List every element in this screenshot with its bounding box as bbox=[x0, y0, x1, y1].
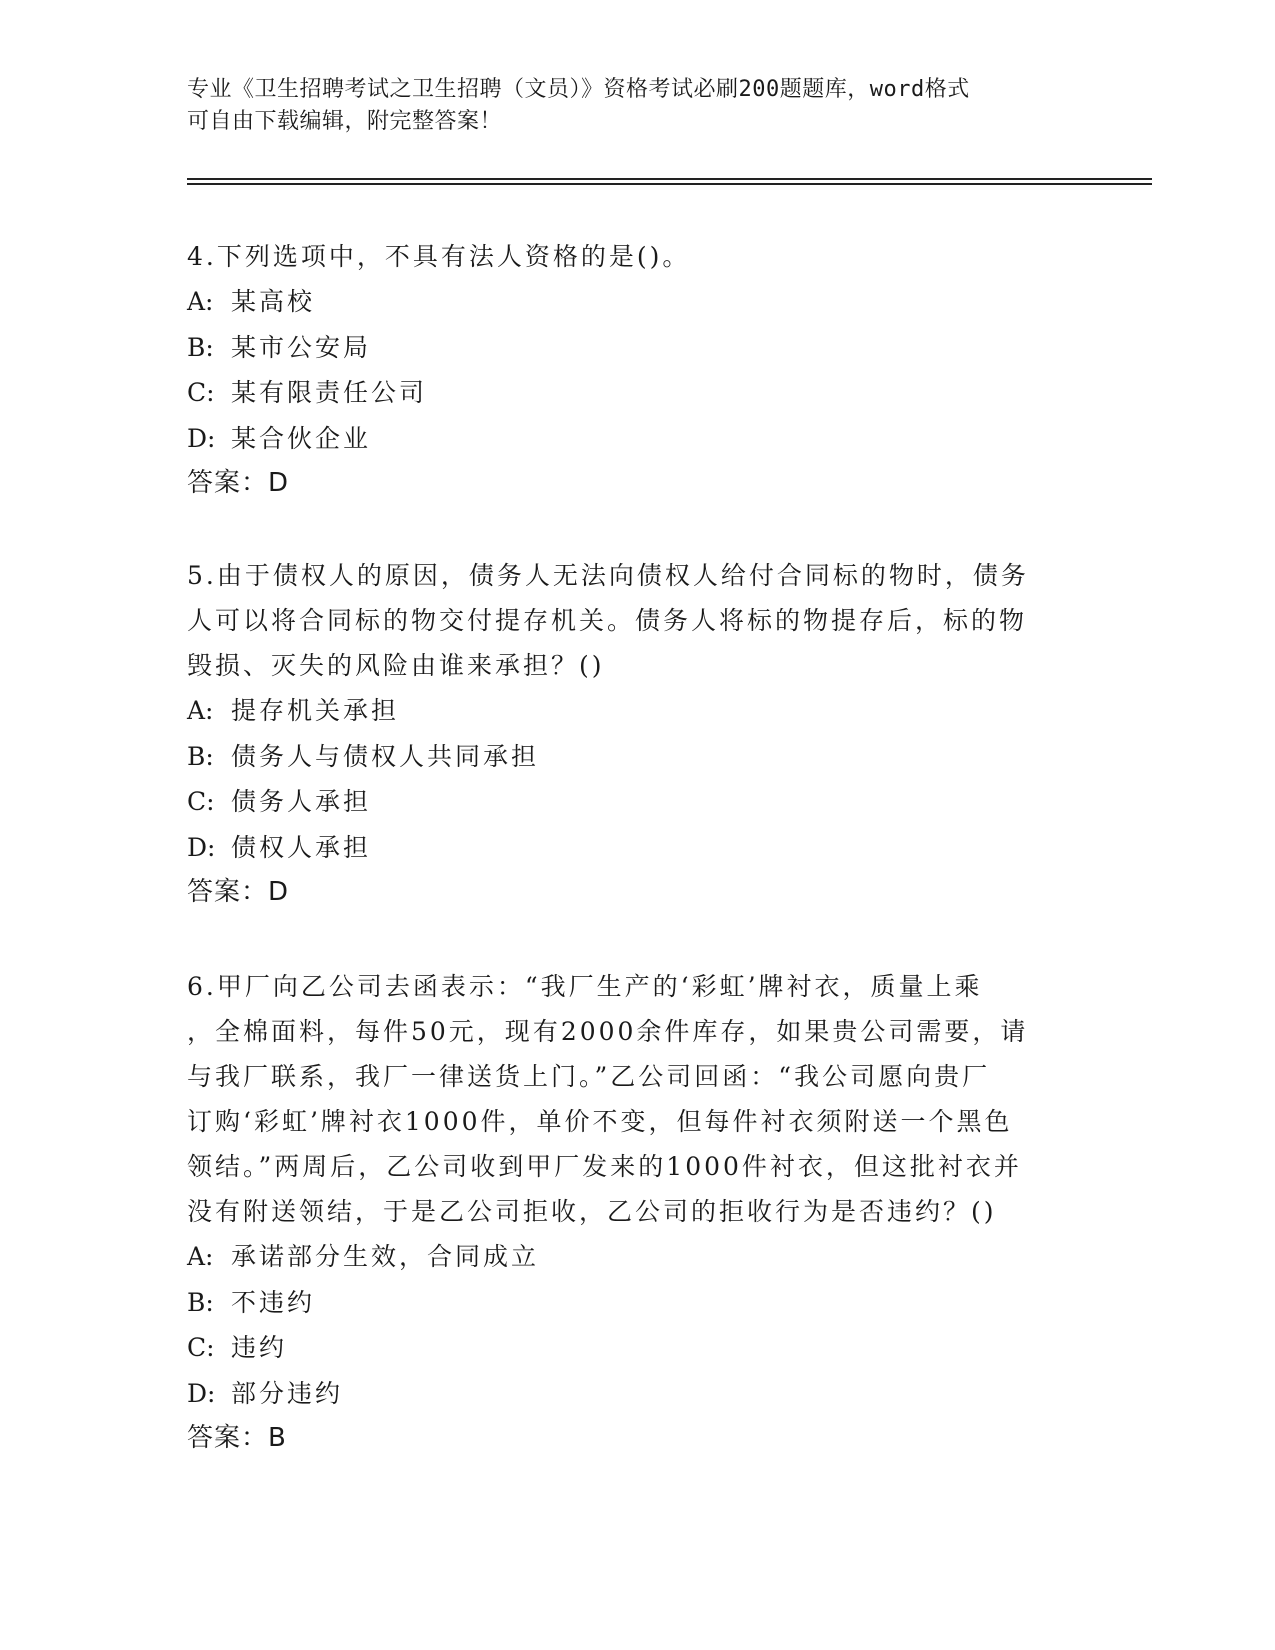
question-4 bbox=[187, 234, 1087, 506]
option-a bbox=[187, 1234, 1087, 1280]
option-b bbox=[187, 734, 1087, 780]
option-d bbox=[187, 1371, 1087, 1417]
option-text: 债权人承担 bbox=[231, 832, 372, 862]
header-line-1: 专业《卫生招聘考试之卫生招聘（文员）》资格考试必刷200题题库，word格式 bbox=[187, 77, 970, 102]
option-text: 提存机关承担 bbox=[231, 696, 400, 725]
option-letter: C: bbox=[187, 378, 215, 407]
option-d bbox=[187, 825, 1087, 871]
option-text: 违约 bbox=[231, 1333, 288, 1362]
option-letter: A: bbox=[187, 287, 214, 316]
option-text: 债务人承担 bbox=[231, 787, 372, 816]
option-letter: C: bbox=[187, 787, 215, 816]
question-stem-line-4: 订购‘彩虹’牌衬衣1000件，单价不变，但每件衬衣须附送一个黑色 bbox=[187, 1107, 1013, 1136]
answer-line: 答案：D bbox=[187, 468, 290, 498]
question-stem-line-5: 领结。”两周后，乙公司收到甲厂发来的1000件衬衣，但这批衬衣并 bbox=[187, 1152, 1022, 1181]
question-stem-line-2: ，全棉面料，每件50元，现有2000余件库存，如果贵公司需要，请 bbox=[187, 1017, 1029, 1046]
question-stem-line-3: 毁损、灭失的风险由谁来承担？() bbox=[187, 651, 605, 680]
option-d bbox=[187, 416, 1087, 462]
option-text: 某合伙企业 bbox=[231, 423, 372, 453]
option-letter: D: bbox=[187, 423, 216, 453]
option-c bbox=[187, 1325, 1087, 1371]
option-c bbox=[187, 370, 1087, 416]
option-text: 债务人与债权人共同承担 bbox=[231, 741, 540, 771]
option-letter: D: bbox=[187, 1378, 216, 1408]
header-divider-top bbox=[187, 178, 1152, 180]
option-text: 部分违约 bbox=[231, 1378, 344, 1408]
question-6 bbox=[187, 964, 1087, 1461]
option-c bbox=[187, 779, 1087, 825]
option-text: 某市公安局 bbox=[231, 332, 372, 362]
header-line-2: 可自由下载编辑，附完整答案！ bbox=[187, 109, 503, 134]
option-letter: B: bbox=[187, 1287, 214, 1317]
option-letter: C: bbox=[187, 1333, 215, 1362]
question-stem-line-1: 6.甲厂向乙公司去函表示：“我厂生产的‘彩虹’牌衬衣，质量上乘 bbox=[187, 972, 983, 1001]
option-letter: D: bbox=[187, 832, 216, 862]
answer-line: 答案：D bbox=[187, 877, 290, 907]
question-5 bbox=[187, 553, 1087, 915]
option-text: 承诺部分生效，合同成立 bbox=[231, 1242, 540, 1271]
option-a bbox=[187, 688, 1087, 734]
option-text: 不违约 bbox=[231, 1287, 316, 1317]
option-letter: A: bbox=[187, 696, 214, 725]
document-header bbox=[187, 74, 1087, 138]
option-b bbox=[187, 325, 1087, 371]
question-stem-line-1: 5.由于债权人的原因，债务人无法向债权人给付合同标的物时，债务 bbox=[187, 561, 1029, 590]
question-stem-line-6: 没有附送领结，于是乙公司拒收，乙公司的拒收行为是否违约？() bbox=[187, 1197, 997, 1226]
option-letter: A: bbox=[187, 1242, 214, 1271]
option-text: 某有限责任公司 bbox=[231, 378, 428, 407]
question-stem: 4.下列选项中，不具有法人资格的是()。 bbox=[187, 242, 691, 271]
option-a bbox=[187, 279, 1087, 325]
answer-line: 答案：B bbox=[187, 1423, 287, 1453]
question-stem-line-3: 与我厂联系，我厂一律送货上门。”乙公司回函：“我公司愿向贵厂 bbox=[187, 1062, 991, 1091]
option-letter: B: bbox=[187, 332, 214, 362]
option-text: 某高校 bbox=[231, 287, 316, 316]
question-stem-line-2: 人可以将合同标的物交付提存机关。债务人将标的物提存后，标的物 bbox=[187, 606, 1028, 635]
header-divider-bottom bbox=[187, 183, 1152, 185]
option-b bbox=[187, 1280, 1087, 1326]
option-letter: B: bbox=[187, 741, 214, 771]
